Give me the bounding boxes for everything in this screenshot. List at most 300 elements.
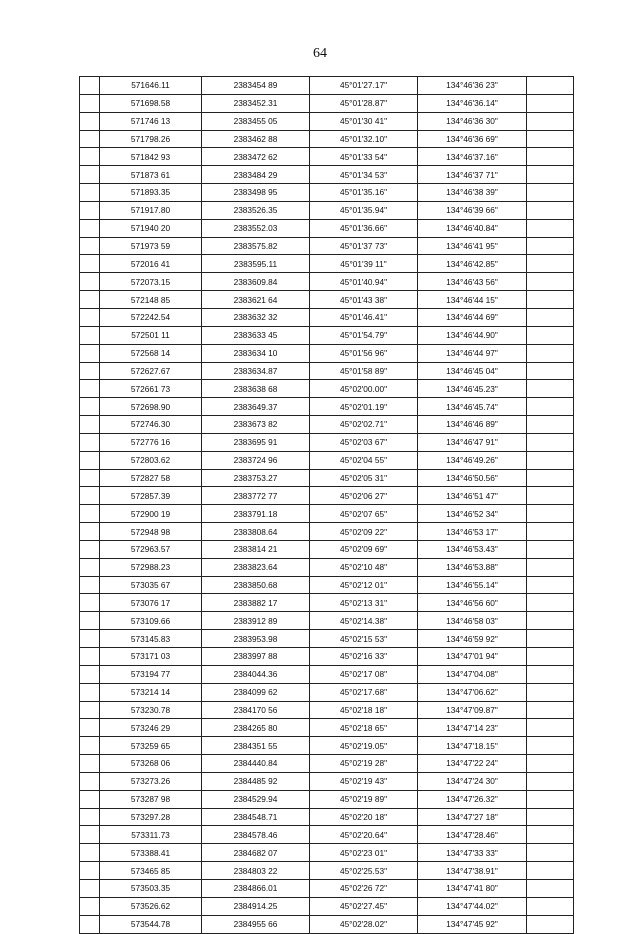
y-coordinate-cell: 2383753.27 xyxy=(202,469,310,487)
table-row xyxy=(80,487,574,505)
longitude-cell: 134°46'59 92" xyxy=(418,630,527,648)
y-coordinate-cell: 2383724 96 xyxy=(202,451,310,469)
longitude-cell: 134°46'43 56" xyxy=(418,273,527,291)
y-coordinate-cell: 2383526.35 xyxy=(202,201,310,219)
x-coordinate-cell: 572746.30 xyxy=(100,416,202,434)
blank-cell xyxy=(527,772,574,790)
table-row xyxy=(80,648,574,666)
blank-cell xyxy=(527,219,574,237)
blank-cell xyxy=(527,148,574,166)
blank-cell xyxy=(527,612,574,630)
x-coordinate-cell: 571842 93 xyxy=(100,148,202,166)
longitude-cell: 134°46'39 66" xyxy=(418,201,527,219)
longitude-cell: 134°47'44.02" xyxy=(418,897,527,915)
x-coordinate-cell: 573287 98 xyxy=(100,790,202,808)
y-coordinate-cell: 2383498 95 xyxy=(202,184,310,202)
x-coordinate-cell: 573076 17 xyxy=(100,594,202,612)
latitude-cell: 45°01'54.79" xyxy=(310,326,418,344)
longitude-cell: 134°47'38.91" xyxy=(418,862,527,880)
blank-cell xyxy=(527,630,574,648)
longitude-cell: 134°47'22 24" xyxy=(418,755,527,773)
y-coordinate-cell: 2383823.64 xyxy=(202,558,310,576)
longitude-cell: 134°46'44 69" xyxy=(418,308,527,326)
table-row xyxy=(80,130,574,148)
x-coordinate-cell: 571917.80 xyxy=(100,201,202,219)
latitude-cell: 45°01'30 41" xyxy=(310,112,418,130)
longitude-cell: 134°46'53.88" xyxy=(418,558,527,576)
longitude-cell: 134°46'36 30" xyxy=(418,112,527,130)
x-coordinate-cell: 572627.67 xyxy=(100,362,202,380)
x-coordinate-cell: 573297.28 xyxy=(100,808,202,826)
y-coordinate-cell: 2383649.37 xyxy=(202,398,310,416)
table-row xyxy=(80,665,574,683)
blank-cell xyxy=(527,701,574,719)
x-coordinate-cell: 573230.78 xyxy=(100,701,202,719)
blank-cell xyxy=(80,344,100,362)
blank-cell xyxy=(80,505,100,523)
y-coordinate-cell: 2383455 05 xyxy=(202,112,310,130)
y-coordinate-cell: 2384803 22 xyxy=(202,862,310,880)
y-coordinate-cell: 2384914.25 xyxy=(202,897,310,915)
table-row xyxy=(80,826,574,844)
y-coordinate-cell: 2384955 66 xyxy=(202,915,310,933)
latitude-cell: 45°02'26 72" xyxy=(310,879,418,897)
x-coordinate-cell: 572698.90 xyxy=(100,398,202,416)
longitude-cell: 134°46'38 39" xyxy=(418,184,527,202)
table-row xyxy=(80,451,574,469)
latitude-cell: 45°01'40.94" xyxy=(310,273,418,291)
x-coordinate-cell: 572242.54 xyxy=(100,308,202,326)
table-row xyxy=(80,398,574,416)
y-coordinate-cell: 2384351 55 xyxy=(202,737,310,755)
blank-cell xyxy=(80,826,100,844)
latitude-cell: 45°01'32.10" xyxy=(310,130,418,148)
blank-cell xyxy=(80,201,100,219)
table-row xyxy=(80,683,574,701)
table-row xyxy=(80,166,574,184)
latitude-cell: 45°02'16 33" xyxy=(310,648,418,666)
y-coordinate-cell: 2383472 62 xyxy=(202,148,310,166)
y-coordinate-cell: 2384044.36 xyxy=(202,665,310,683)
longitude-cell: 134°46'40.84" xyxy=(418,219,527,237)
latitude-cell: 45°02'23 01" xyxy=(310,844,418,862)
latitude-cell: 45°02'19 89" xyxy=(310,790,418,808)
longitude-cell: 134°47'28.46" xyxy=(418,826,527,844)
table-row xyxy=(80,612,574,630)
blank-cell xyxy=(80,362,100,380)
blank-cell xyxy=(527,862,574,880)
blank-cell xyxy=(527,755,574,773)
blank-cell xyxy=(80,594,100,612)
blank-cell xyxy=(80,683,100,701)
y-coordinate-cell: 2383695 91 xyxy=(202,433,310,451)
blank-cell xyxy=(80,737,100,755)
y-coordinate-cell: 2383454 89 xyxy=(202,77,310,95)
longitude-cell: 134°46'58 03" xyxy=(418,612,527,630)
latitude-cell: 45°02'15 53" xyxy=(310,630,418,648)
table-row xyxy=(80,808,574,826)
x-coordinate-cell: 573109.66 xyxy=(100,612,202,630)
y-coordinate-cell: 2383632 32 xyxy=(202,308,310,326)
longitude-cell: 134°46'53.43" xyxy=(418,540,527,558)
x-coordinate-cell: 573035 67 xyxy=(100,576,202,594)
longitude-cell: 134°46'36.14" xyxy=(418,94,527,112)
table-row xyxy=(80,148,574,166)
x-coordinate-cell: 571973 59 xyxy=(100,237,202,255)
x-coordinate-cell: 573214 14 xyxy=(100,683,202,701)
longitude-cell: 134°46'45.23" xyxy=(418,380,527,398)
longitude-cell: 134°46'41 95" xyxy=(418,237,527,255)
blank-cell xyxy=(527,719,574,737)
longitude-cell: 134°47'14 23" xyxy=(418,719,527,737)
x-coordinate-cell: 571646.11 xyxy=(100,77,202,95)
blank-cell xyxy=(80,326,100,344)
blank-cell xyxy=(527,166,574,184)
x-coordinate-cell: 573145.83 xyxy=(100,630,202,648)
latitude-cell: 45°02'17.68" xyxy=(310,683,418,701)
latitude-cell: 45°02'13 31" xyxy=(310,594,418,612)
blank-cell xyxy=(527,130,574,148)
x-coordinate-cell: 571893.35 xyxy=(100,184,202,202)
table-row xyxy=(80,505,574,523)
blank-cell xyxy=(527,398,574,416)
table-row xyxy=(80,291,574,309)
latitude-cell: 45°02'06 27" xyxy=(310,487,418,505)
blank-cell xyxy=(80,897,100,915)
x-coordinate-cell: 572776 16 xyxy=(100,433,202,451)
blank-cell xyxy=(80,416,100,434)
latitude-cell: 45°02'18 18" xyxy=(310,701,418,719)
blank-cell xyxy=(527,505,574,523)
x-coordinate-cell: 572900 19 xyxy=(100,505,202,523)
blank-cell xyxy=(80,630,100,648)
latitude-cell: 45°01'35.16" xyxy=(310,184,418,202)
latitude-cell: 45°01'28.87" xyxy=(310,94,418,112)
blank-cell xyxy=(527,790,574,808)
latitude-cell: 45°02'28.02" xyxy=(310,915,418,933)
longitude-cell: 134°46'56 60" xyxy=(418,594,527,612)
longitude-cell: 134°46'46 89" xyxy=(418,416,527,434)
table-row xyxy=(80,879,574,897)
blank-cell xyxy=(80,576,100,594)
blank-cell xyxy=(80,648,100,666)
table-row xyxy=(80,237,574,255)
longitude-cell: 134°46'45.74" xyxy=(418,398,527,416)
blank-cell xyxy=(527,523,574,541)
y-coordinate-cell: 2383772 77 xyxy=(202,487,310,505)
x-coordinate-cell: 572988.23 xyxy=(100,558,202,576)
longitude-cell: 134°47'18.15" xyxy=(418,737,527,755)
x-coordinate-cell: 572073.15 xyxy=(100,273,202,291)
table-row xyxy=(80,416,574,434)
blank-cell xyxy=(527,416,574,434)
blank-cell xyxy=(80,915,100,933)
x-coordinate-cell: 573311.73 xyxy=(100,826,202,844)
blank-cell xyxy=(527,184,574,202)
y-coordinate-cell: 2384265 80 xyxy=(202,719,310,737)
blank-cell xyxy=(80,184,100,202)
x-coordinate-cell: 572827 58 xyxy=(100,469,202,487)
table-row xyxy=(80,540,574,558)
table-row xyxy=(80,862,574,880)
y-coordinate-cell: 2383882 17 xyxy=(202,594,310,612)
table-row xyxy=(80,326,574,344)
latitude-cell: 45°02'27.45" xyxy=(310,897,418,915)
x-coordinate-cell: 573171 03 xyxy=(100,648,202,666)
table-row xyxy=(80,273,574,291)
blank-cell xyxy=(80,308,100,326)
x-coordinate-cell: 571940 20 xyxy=(100,219,202,237)
table-row xyxy=(80,701,574,719)
y-coordinate-cell: 2383814 21 xyxy=(202,540,310,558)
blank-cell xyxy=(527,273,574,291)
table-row xyxy=(80,94,574,112)
x-coordinate-cell: 572803.62 xyxy=(100,451,202,469)
latitude-cell: 45°02'05 31" xyxy=(310,469,418,487)
blank-cell xyxy=(80,612,100,630)
blank-cell xyxy=(527,237,574,255)
blank-cell xyxy=(527,291,574,309)
y-coordinate-cell: 2383673 82 xyxy=(202,416,310,434)
longitude-cell: 134°46'42.85" xyxy=(418,255,527,273)
y-coordinate-cell: 2383997 88 xyxy=(202,648,310,666)
latitude-cell: 45°02'04 55" xyxy=(310,451,418,469)
x-coordinate-cell: 572501 11 xyxy=(100,326,202,344)
longitude-cell: 134°47'04.08" xyxy=(418,665,527,683)
blank-cell xyxy=(527,648,574,666)
latitude-cell: 45°02'10 48" xyxy=(310,558,418,576)
longitude-cell: 134°47'45 92" xyxy=(418,915,527,933)
blank-cell xyxy=(527,737,574,755)
x-coordinate-cell: 573273.26 xyxy=(100,772,202,790)
latitude-cell: 45°01'58 89" xyxy=(310,362,418,380)
blank-cell xyxy=(527,915,574,933)
blank-cell xyxy=(80,523,100,541)
latitude-cell: 45°01'27.17" xyxy=(310,77,418,95)
x-coordinate-cell: 572148 85 xyxy=(100,291,202,309)
latitude-cell: 45°02'25.53" xyxy=(310,862,418,880)
y-coordinate-cell: 2383609.84 xyxy=(202,273,310,291)
y-coordinate-cell: 2383634 10 xyxy=(202,344,310,362)
y-coordinate-cell: 2384866.01 xyxy=(202,879,310,897)
x-coordinate-cell: 573268 06 xyxy=(100,755,202,773)
table-row xyxy=(80,362,574,380)
blank-cell xyxy=(80,540,100,558)
y-coordinate-cell: 2383633 45 xyxy=(202,326,310,344)
table-row xyxy=(80,576,574,594)
latitude-cell: 45°02'14.38" xyxy=(310,612,418,630)
longitude-cell: 134°46'37.16" xyxy=(418,148,527,166)
blank-cell xyxy=(527,844,574,862)
latitude-cell: 45°02'18 65" xyxy=(310,719,418,737)
blank-cell xyxy=(80,77,100,95)
longitude-cell: 134°47'09.87" xyxy=(418,701,527,719)
x-coordinate-cell: 573544.78 xyxy=(100,915,202,933)
latitude-cell: 45°02'19 43" xyxy=(310,772,418,790)
longitude-cell: 134°46'45 04" xyxy=(418,362,527,380)
longitude-cell: 134°46'36 23" xyxy=(418,77,527,95)
x-coordinate-cell: 573194 77 xyxy=(100,665,202,683)
x-coordinate-cell: 572948 98 xyxy=(100,523,202,541)
latitude-cell: 45°02'20.64" xyxy=(310,826,418,844)
blank-cell xyxy=(527,879,574,897)
latitude-cell: 45°02'01.19" xyxy=(310,398,418,416)
x-coordinate-cell: 571873 61 xyxy=(100,166,202,184)
table-row xyxy=(80,112,574,130)
longitude-cell: 134°46'37 71" xyxy=(418,166,527,184)
blank-cell xyxy=(80,772,100,790)
blank-cell xyxy=(80,273,100,291)
table-row xyxy=(80,790,574,808)
x-coordinate-cell: 571746 13 xyxy=(100,112,202,130)
blank-cell xyxy=(527,94,574,112)
y-coordinate-cell: 2384529.94 xyxy=(202,790,310,808)
latitude-cell: 45°01'43 38" xyxy=(310,291,418,309)
table-row xyxy=(80,558,574,576)
blank-cell xyxy=(80,808,100,826)
table-row xyxy=(80,433,574,451)
y-coordinate-cell: 2383912 89 xyxy=(202,612,310,630)
table-row xyxy=(80,201,574,219)
blank-cell xyxy=(80,719,100,737)
x-coordinate-cell: 573465 85 xyxy=(100,862,202,880)
x-coordinate-cell: 572016 41 xyxy=(100,255,202,273)
table-row xyxy=(80,219,574,237)
table-row xyxy=(80,594,574,612)
y-coordinate-cell: 2384485 92 xyxy=(202,772,310,790)
longitude-cell: 134°46'44.90" xyxy=(418,326,527,344)
blank-cell xyxy=(80,255,100,273)
y-coordinate-cell: 2384099 62 xyxy=(202,683,310,701)
table-row xyxy=(80,77,574,95)
blank-cell xyxy=(527,201,574,219)
y-coordinate-cell: 2383595.11 xyxy=(202,255,310,273)
blank-cell xyxy=(527,362,574,380)
latitude-cell: 45°02'09 22" xyxy=(310,523,418,541)
longitude-cell: 134°47'06.62" xyxy=(418,683,527,701)
blank-cell xyxy=(80,879,100,897)
x-coordinate-cell: 572661 73 xyxy=(100,380,202,398)
longitude-cell: 134°46'51 47" xyxy=(418,487,527,505)
blank-cell xyxy=(80,130,100,148)
x-coordinate-cell: 573388.41 xyxy=(100,844,202,862)
y-coordinate-cell: 2383850.68 xyxy=(202,576,310,594)
blank-cell xyxy=(527,665,574,683)
table-row xyxy=(80,184,574,202)
blank-cell xyxy=(80,398,100,416)
blank-cell xyxy=(80,148,100,166)
blank-cell xyxy=(80,291,100,309)
blank-cell xyxy=(527,469,574,487)
blank-cell xyxy=(80,112,100,130)
latitude-cell: 45°01'33 54" xyxy=(310,148,418,166)
blank-cell xyxy=(527,826,574,844)
blank-cell xyxy=(527,433,574,451)
latitude-cell: 45°02'20 18" xyxy=(310,808,418,826)
blank-cell xyxy=(80,94,100,112)
blank-cell xyxy=(80,380,100,398)
y-coordinate-cell: 2383621 64 xyxy=(202,291,310,309)
blank-cell xyxy=(80,487,100,505)
y-coordinate-cell: 2384578.46 xyxy=(202,826,310,844)
latitude-cell: 45°01'39 11" xyxy=(310,255,418,273)
blank-cell xyxy=(80,166,100,184)
longitude-cell: 134°46'53 17" xyxy=(418,523,527,541)
x-coordinate-cell: 572857.39 xyxy=(100,487,202,505)
table-row xyxy=(80,897,574,915)
latitude-cell: 45°02'17 08" xyxy=(310,665,418,683)
blank-cell xyxy=(80,844,100,862)
table-row xyxy=(80,719,574,737)
table-row xyxy=(80,380,574,398)
latitude-cell: 45°02'02.71" xyxy=(310,416,418,434)
table-row xyxy=(80,737,574,755)
y-coordinate-cell: 2383484 29 xyxy=(202,166,310,184)
y-coordinate-cell: 2384548.71 xyxy=(202,808,310,826)
table-row xyxy=(80,915,574,933)
longitude-cell: 134°47'26.32" xyxy=(418,790,527,808)
y-coordinate-cell: 2383575.82 xyxy=(202,237,310,255)
latitude-cell: 45°02'00.00" xyxy=(310,380,418,398)
longitude-cell: 134°47'27 18" xyxy=(418,808,527,826)
blank-cell xyxy=(80,237,100,255)
latitude-cell: 45°02'19 28" xyxy=(310,755,418,773)
y-coordinate-cell: 2383791.18 xyxy=(202,505,310,523)
x-coordinate-cell: 572963.57 xyxy=(100,540,202,558)
blank-cell xyxy=(527,344,574,362)
blank-cell xyxy=(527,808,574,826)
longitude-cell: 134°46'47 91" xyxy=(418,433,527,451)
blank-cell xyxy=(527,380,574,398)
blank-cell xyxy=(527,683,574,701)
table-row xyxy=(80,523,574,541)
longitude-cell: 134°46'55.14" xyxy=(418,576,527,594)
latitude-cell: 45°01'56 96" xyxy=(310,344,418,362)
longitude-cell: 134°46'44 97" xyxy=(418,344,527,362)
longitude-cell: 134°47'41 80" xyxy=(418,879,527,897)
coordinates-table xyxy=(79,76,574,934)
x-coordinate-cell: 572568 14 xyxy=(100,344,202,362)
table-row xyxy=(80,755,574,773)
y-coordinate-cell: 2383552.03 xyxy=(202,219,310,237)
latitude-cell: 45°01'46.41" xyxy=(310,308,418,326)
latitude-cell: 45°02'03 67" xyxy=(310,433,418,451)
blank-cell xyxy=(80,558,100,576)
coordinates-table-body xyxy=(80,77,574,934)
y-coordinate-cell: 2383808.64 xyxy=(202,523,310,541)
latitude-cell: 45°01'35.94" xyxy=(310,201,418,219)
latitude-cell: 45°02'12 01" xyxy=(310,576,418,594)
latitude-cell: 45°01'36.66" xyxy=(310,219,418,237)
longitude-cell: 134°47'33 33" xyxy=(418,844,527,862)
blank-cell xyxy=(80,451,100,469)
blank-cell xyxy=(527,451,574,469)
longitude-cell: 134°46'52 34" xyxy=(418,505,527,523)
latitude-cell: 45°01'34 53" xyxy=(310,166,418,184)
blank-cell xyxy=(527,326,574,344)
page-number: 64 xyxy=(313,46,327,61)
table-row xyxy=(80,344,574,362)
blank-cell xyxy=(80,469,100,487)
y-coordinate-cell: 2383462 88 xyxy=(202,130,310,148)
table-row xyxy=(80,469,574,487)
table-row xyxy=(80,255,574,273)
y-coordinate-cell: 2384170 56 xyxy=(202,701,310,719)
x-coordinate-cell: 573503.35 xyxy=(100,879,202,897)
longitude-cell: 134°47'01 94" xyxy=(418,648,527,666)
blank-cell xyxy=(80,755,100,773)
y-coordinate-cell: 2383634.87 xyxy=(202,362,310,380)
